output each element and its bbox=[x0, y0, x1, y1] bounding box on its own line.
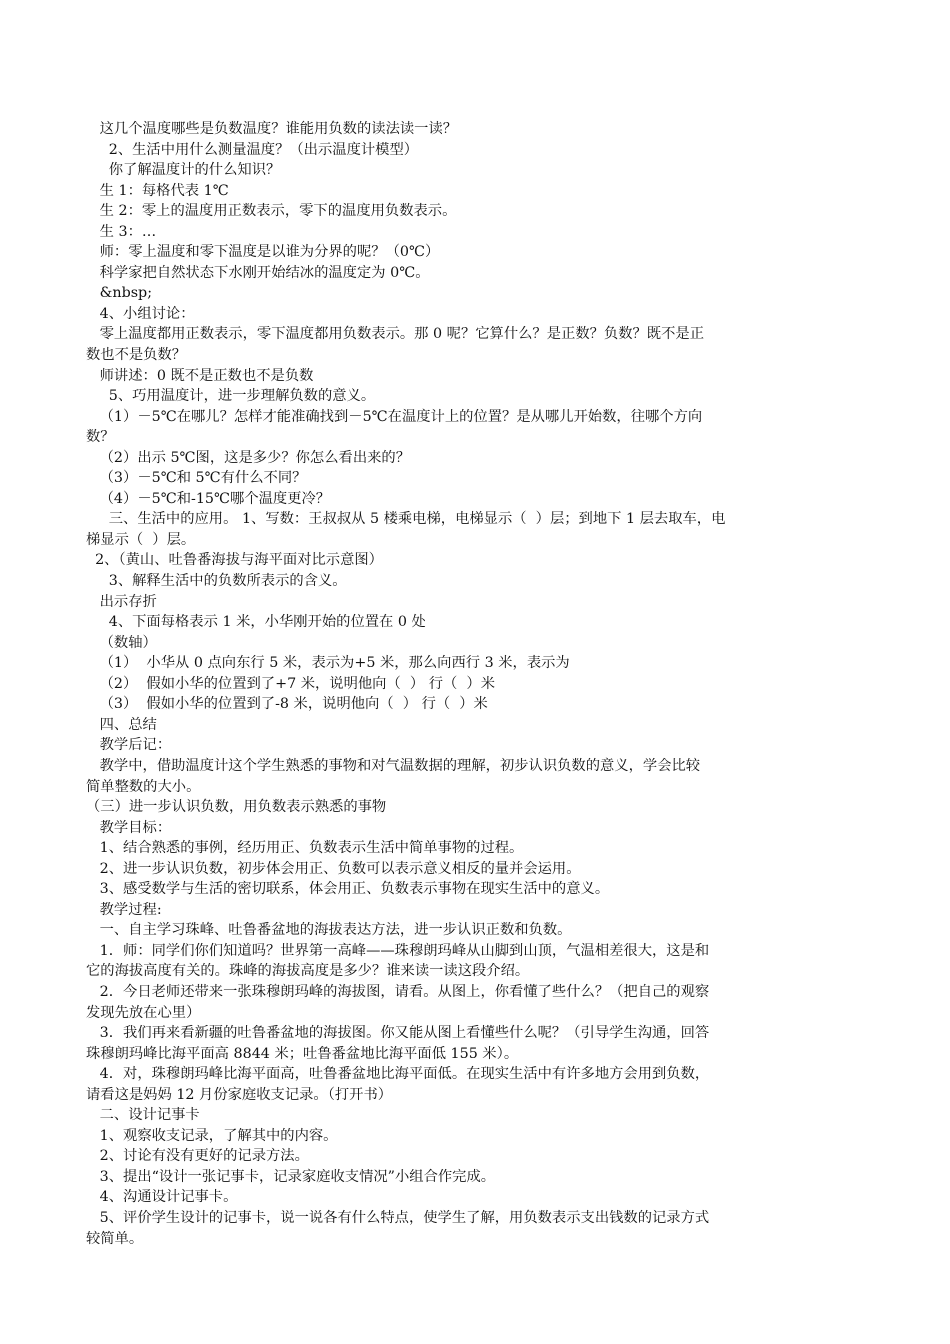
text-line: 2、进一步认识负数，初步体会用正、负数可以表示意义相反的量并会运用。 bbox=[86, 860, 581, 877]
text-line: 师讲述：0 既不是正数也不是负数 bbox=[86, 367, 314, 384]
text-line: 珠穆朗玛峰比海平面高 8844 米；吐鲁番盆地比海平面低 155 米）。 bbox=[86, 1045, 519, 1062]
text-line: 梯显示（ ）层。 bbox=[86, 531, 196, 548]
text-line: 教学过程: bbox=[86, 901, 162, 918]
text-line: 它的海拔高度有关的。珠峰的海拔高度是多少？谁来读一读这段介绍。 bbox=[86, 963, 530, 980]
text-line: 4、沟通设计记事卡。 bbox=[86, 1189, 238, 1206]
text-line: 4、小组讨论： bbox=[86, 305, 195, 322]
text-line: 教学中，借助温度计这个学生熟悉的事物和对气温数据的理解，初步认识负数的意义，学会比较 bbox=[86, 757, 701, 774]
text-line: 发现先放在心里） bbox=[86, 1004, 201, 1021]
text-line: 2、（黄山、吐鲁番海拔与海平面对比示意图） bbox=[86, 552, 383, 569]
text-line: 3、感受数学与生活的密切联系，体会用正、负数表示事物在现实生活中的意义。 bbox=[86, 881, 610, 898]
text-line: 你了解温度计的什么知识？ bbox=[86, 162, 281, 179]
text-line: 生 2：零上的温度用正数表示，零下的温度用负数表示。 bbox=[86, 203, 457, 220]
text-line: 3、提出“设计一张记事卡，记录家庭收支情况”小组合作完成。 bbox=[86, 1168, 496, 1185]
text-line: 科学家把自然状态下水刚开始结冰的温度定为 0℃。 bbox=[86, 264, 430, 281]
text-line: 1、结合熟悉的事例，经历用正、负数表示生活中简单事物的过程。 bbox=[86, 840, 524, 857]
text-line: （1） 小华从 0 点向东行 5 米，表示为+5 米，那么向西行 3 米，表示为 bbox=[86, 655, 570, 672]
text-line: &nbsp; bbox=[86, 285, 153, 302]
text-line: 请看这是妈妈 12 月份家庭收支记录。（打开书） bbox=[86, 1086, 393, 1103]
text-line: 1．师：同学们你们知道吗？世界第一高峰——珠穆朗玛峰从山脚到山顶，气温相差很大，这是和 bbox=[86, 942, 710, 959]
text-line: 教学后记： bbox=[86, 737, 172, 754]
text-line: 一、自主学习珠峰、吐鲁番盆地的海拔表达方法，进一步认识正数和负数。 bbox=[86, 922, 572, 939]
text-line: 二、设计记事卡 bbox=[86, 1107, 200, 1124]
text-line: 简单整数的大小。 bbox=[86, 778, 201, 795]
text-line: 5、巧用温度计，进一步理解负数的意义。 bbox=[86, 388, 376, 405]
text-line: 4．对，珠穆朗玛峰比海平面高，吐鲁番盆地比海平面低。在现实生活中有许多地方会用到负数， bbox=[86, 1066, 710, 1083]
text-line: 这几个温度哪些是负数温度？谁能用负数的读法读一读？ bbox=[86, 121, 458, 137]
text-line: 三、生活中的应用。 1、写数：王叔叔从 5 楼乘电梯，电梯显示（ ）层；到地下 1 层去取车，电 bbox=[86, 511, 726, 528]
text-line: 3、解释生活中的负数所表示的含义。 bbox=[86, 573, 347, 590]
text-line: （2）出示 5℃图，这是多少？你怎么看出来的？ bbox=[86, 449, 411, 466]
text-line: 1、观察收支记录，了解其中的内容。 bbox=[86, 1127, 338, 1144]
text-line: 3．我们再来看新疆的吐鲁番盆地的海拔图。你又能从图上看懂些什么呢？（引导学生沟通，回答 bbox=[86, 1025, 710, 1042]
document-page bbox=[86, 119, 820, 1249]
text-line: 教学目标： bbox=[86, 819, 172, 836]
text-line: 出示存折 bbox=[86, 593, 157, 610]
text-line: 四、总结 bbox=[86, 716, 157, 733]
text-line: （3） 假如小华的位置到了-8 米，说明他向（ ） 行（ ）米 bbox=[86, 696, 488, 713]
text-line: 较简单。 bbox=[86, 1230, 144, 1247]
text-line: （2） 假如小华的位置到了+7 米，说明他向（ ） 行（ ）米 bbox=[86, 675, 495, 692]
text-line: 2、讨论有没有更好的记录方法。 bbox=[86, 1148, 309, 1165]
text-line: 生 1：每格代表 1℃ bbox=[86, 182, 229, 199]
text-line: 数也不是负数？ bbox=[86, 347, 187, 364]
text-line: （数轴） bbox=[86, 634, 157, 651]
text-line: 师：零上温度和零下温度是以谁为分界的呢？（0℃） bbox=[86, 244, 440, 261]
text-line: 5、评价学生设计的记事卡，说一说各有什么特点，使学生了解，用负数表示支出钱数的记录方式 bbox=[86, 1209, 710, 1226]
text-line: 零上温度都用正数表示，零下温度都用负数表示。那 0 呢？它算什么？是正数？负数？既不是正 bbox=[86, 326, 704, 343]
text-line: （三）进一步认识负数，用负数表示熟悉的事物 bbox=[86, 799, 387, 816]
text-line: （1）－5℃在哪儿？怎样才能准确找到－5℃在温度计上的位置？是从哪儿开始数，往哪个方向 bbox=[86, 408, 703, 425]
text-line: （4）－5℃和-15℃哪个温度更冷？ bbox=[86, 490, 331, 507]
text-line: 数？ bbox=[86, 429, 115, 446]
text-line: （3）－5℃和 5℃有什么不同？ bbox=[86, 470, 307, 487]
text-line: 2、生活中用什么测量温度？（出示温度计模型） bbox=[86, 141, 419, 158]
text-line: 4、下面每格表示 1 米，小华刚开始的位置在 0 处 bbox=[86, 614, 426, 631]
text-line: 2．今日老师还带来一张珠穆朗玛峰的海拔图，请看。从图上，你看懂了些什么？（把自己的观察 bbox=[86, 983, 710, 1000]
text-line: 生 3：… bbox=[86, 223, 157, 240]
